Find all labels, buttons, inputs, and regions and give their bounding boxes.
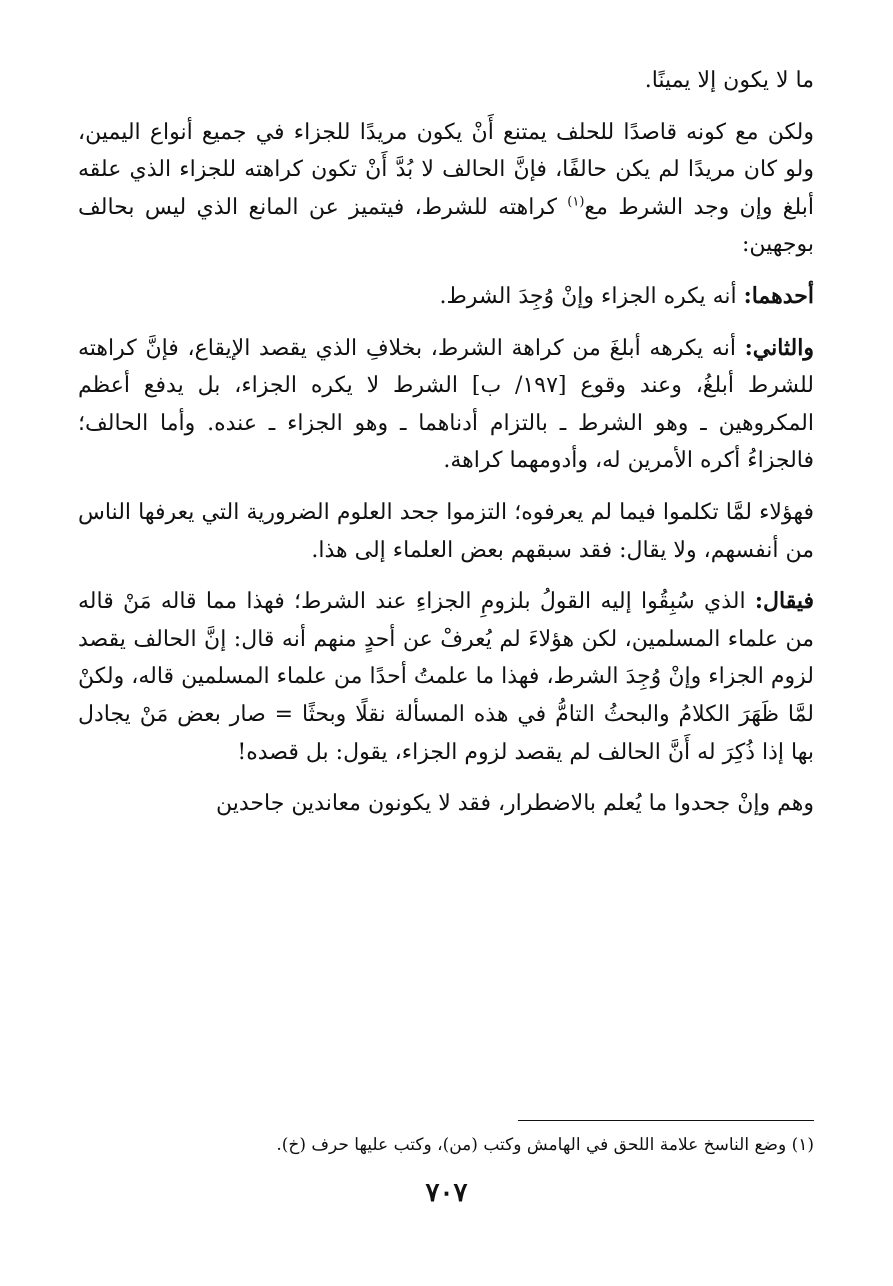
- paragraph-6: [78, 583, 814, 771]
- paragraph-6-label: فيقال:: [754, 588, 814, 615]
- paragraph-7-text: وهم وإنْ جحدوا ما يُعلم بالاضطرار، فقد لا يكونون معاندين جاحدين: [216, 791, 814, 817]
- paragraph-4: [78, 330, 814, 480]
- page-body: [78, 62, 814, 837]
- footnote-1-text: (١) وضع الناسخ علامة اللحق في الهامش وكتب (من)، وكتب عليها حرف (خ).: [276, 1135, 814, 1155]
- paragraph-2-text-a: ولكن مع كونه قاصدًا للحلف يمتنع أَنْ يكون مريدًا للجزاء في جميع أنواع اليمين، ولو كان مريدًا لم يكن حالفًا، فإنَّ الحالف لا بُدَّ أَنْ تكون كراهته للجزاء الذي علقه أبلغ وإن وجد الشرط مع: [78, 119, 814, 220]
- paragraph-5: [78, 494, 814, 569]
- paragraph-5-text: فهؤلاء لمَّا تكلموا فيما لم يعرفوه؛ التزموا جحد العلوم الضرورية التي يعرفها الناس من أنفسهم، ولا يقال: فقد سبقهم بعض العلماء إلى هذا.: [78, 499, 814, 563]
- paragraph-3: [78, 278, 814, 316]
- paragraph-4-text: أنه يكرهه أبلغَ من كراهة الشرط، بخلافِ الذي يقصد الإيقاع، فإنَّ كراهته للشرط أبلغُ، وعند وقوع [١٩٧/ ب] الشرط لا يكره الجزاء، بل يدفع أعظم المكروهين ـ وهو الشرط ـ بالتزام أدناهما ـ وهو الجزاء ـ عنده. وأما الحالف؛ فالجزاءُ أكره الأمرين له، وأدومهما كراهة.: [78, 335, 814, 474]
- paragraph-1-text: ما لا يكون إلا يمينًا.: [644, 68, 814, 93]
- footnote-separator: [518, 1120, 814, 1121]
- paragraph-6-text: الذي سُبِقُوا إليه القولُ بلزومِ الجزاءِ عند الشرط؛ فهذا مما قاله مَنْ قاله من علماء المسلمين، لكن هؤلاءَ لم يُعرفْ عن أحدٍ منهم أنه قال: إنَّ الحالف يقصد لزوم الجزاء وإنْ وُجِدَ الشرط، فهذا ما علمتُ أحدًا من علماء المسلمين قاله، ولكنْ لمَّا ظَهَرَ الكلامُ والبحثُ التامُّ في هذه المسألة نقلًا وبحثًا = صار بعض مَنْ يجادل بها إذا ذُكِرَ له أَنَّ الحالف لم يقصد لزوم الجزاء، يقول: بل قصده!: [78, 589, 814, 765]
- paragraph-2-text-b: كراهته للشرط، فيتميز عن المانع الذي ليس بحالف بوجهين:: [78, 194, 814, 258]
- page-number: ٧٠٧: [425, 1178, 468, 1208]
- paragraph-4-label: والثاني:: [744, 334, 814, 361]
- paragraph-3-label: أحدهما:: [743, 282, 814, 309]
- paragraph-3-text: أنه يكره الجزاء وإنْ وُجِدَ الشرط.: [439, 283, 744, 309]
- paragraph-1: [78, 62, 814, 100]
- footnote-reference-1[interactable]: (١): [567, 194, 585, 210]
- paragraph-7: [78, 785, 814, 823]
- paragraph-2: [78, 114, 814, 264]
- footnote-1: [78, 1132, 814, 1158]
